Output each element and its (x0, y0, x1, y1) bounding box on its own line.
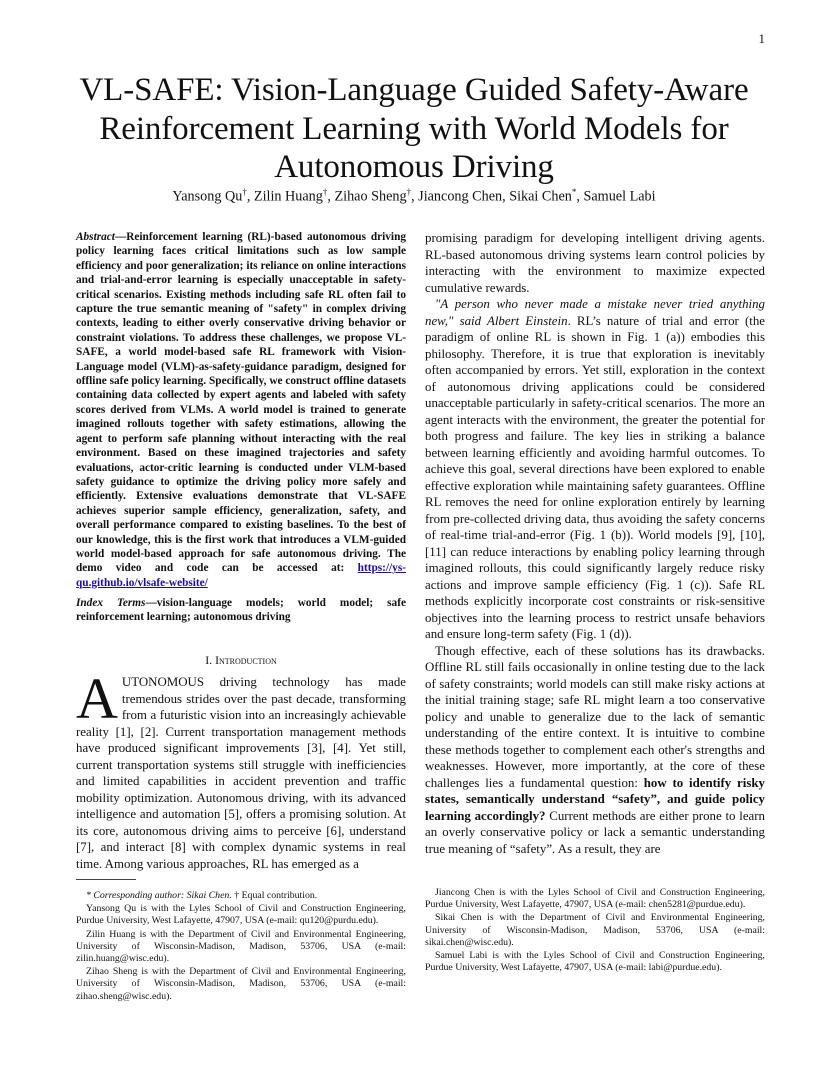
index-terms (76, 596, 406, 625)
abstract (76, 230, 406, 590)
project-link[interactable]: https://ys-qu.github.io/vlsafe-website/ (76, 562, 406, 589)
page-number: 1 (758, 31, 765, 46)
corresponding-author: * Corresponding author: Sikai Chen. (86, 890, 232, 901)
author-list: Yansong Qu†, Zilin Huang†, Zihao Sheng†, Jiancong Chen, Sikai Chen*, Samuel Labi (172, 187, 656, 205)
author-mark: † (322, 187, 328, 197)
paragraph-text: Though effective, each of these solutions has its drawbacks. Offline RL still fails occasionally in online testing due to the lack of safety constraints; world models can still make risky actions at the initial training stage; safe RL might learn a too conservative policy and unable to generalize due to the lack of semantic understanding of the entire context. It is intuitive to combine these methods together to complement each other's strengths and weaknesses. However, more importantly, at the core of these challenges lies a fundamental question: (425, 643, 765, 790)
footnote: Zihao Sheng is with the Department of Civil and Environmental Engineering, University of Wisconsin-Madison, Madison, 53706, USA (e-mail: zihao.sheng@wisc.edu). (76, 966, 406, 1002)
introduction-text (76, 666, 406, 872)
footnotes-right (425, 887, 765, 975)
paper-title: VL-SAFE: Vision-Language Guided Safety-Aware Reinforcement Learning with World Models for Autonomous Driving (79, 72, 749, 185)
footnote: Samuel Labi is with the Lyles School of Civil and Construction Engineering, Purdue University, West Lafayette, 47907, USA (e-mail: labi@purdue.edu). (425, 950, 765, 974)
section-numeral: I. (205, 653, 213, 667)
section-name: Introduction (215, 653, 277, 667)
author-name: Jiancong Chen (418, 188, 503, 205)
author-name: Sikai Chen (509, 188, 572, 205)
author-name: Zilin Huang (253, 188, 323, 205)
key-question: how to identify risky states, semantically understand “safety”, and guide policy learning accordingly? (425, 775, 765, 823)
paragraph: promising paradigm for developing intelligent driving agents. RL-based autonomous driving systems learn control policies by interacting with the environment to maximize expected cumulative rewards. (425, 231, 765, 295)
paragraph (425, 296, 765, 643)
index-terms-text: —vision-language models; world model; safe reinforcement learning; autonomous driving (76, 597, 406, 624)
section-heading (76, 653, 406, 668)
index-terms-lead: Index Terms (76, 597, 146, 609)
author-name: Yansong Qu (172, 188, 243, 205)
paragraph-text: . RL’s nature of trial and error (the paradigm of online RL is shown in Fig. 1 (a)) embodies this philosophy. Therefore, it is true that exploration is inevitably often accompanied by errors. Yet still, exploration in the context of autonomous driving applications could be considered unacceptable particularly in safety-critical scenarios. The more an agent interacts with the environment, the greater the potential for both progress and failure. The key lies in striking a balance between learning efficiently and avoiding harmful outcomes. To achieve this goal, several directions have been explored to enable effective exploration while maintaining safety guarantees. Offline RL removes the need for online exploration entirely by learning from pre-collected driving data, thus avoiding the safety concerns of real-time trial-and-error (Fig. 1 (b)). World models [9], [10], [11] can reduce interactions by enabling policy learning through imagined rollouts, this could significantly largely reduce risky actions and improve sample efficiency (Fig. 1 (c)). Safe RL methods explicitly incorporate cost constraints or risk-sensitive objectives into the learning process to restrict unsafe behaviors and ensure long-term safety (Fig. 1 (d)). (425, 313, 765, 641)
footnote: Jiancong Chen is with the Lyles School of Civil and Construction Engineering, Purdue University, West Lafayette, 47907, USA (e-mail: chen5281@purdue.edu). (425, 887, 765, 911)
author-name: Samuel Labi (583, 188, 656, 205)
abstract-lead: Abstract (76, 231, 115, 243)
paragraph (425, 643, 765, 858)
footnote (76, 890, 406, 902)
footnote: Yansong Qu is with the Lyles School of Civil and Construction Engineering, Purdue University, West Lafayette, 47907, USA (e-mail: qu120@purdu.edu). (76, 903, 406, 927)
footnote-divider (76, 879, 136, 880)
paragraph-text: Current methods are either prone to learn an overly conservative policy or lack a semantic understanding true meaning of “safety”. As a result, they are (425, 808, 765, 856)
intro-body: UTONOMOUS driving technology has made tremendous strides over the past decade, transforming from a futuristic vision into an increasingly achievable reality [1], [2]. Current transportation management methods have produced significant improvements [3], [4]. Yet still, current transportation systems still struggle with inefficiencies and limited capabilities in accident prevention and traffic mobility optimization. Autonomous driving, with its advanced intelligence and automation [5], offers a promising solution. At its core, autonomous driving aims to perceive [6], understand [7], and interact [8] with complex dynamic systems in real time. Among various approaches, RL has emerged as a (76, 675, 406, 871)
author-mark: † (242, 187, 247, 197)
footnotes-left (76, 890, 406, 1004)
equal-contribution: † Equal contribution. (231, 890, 318, 901)
right-column-text (425, 230, 765, 857)
footnote: Zilin Huang is with the Department of Civil and Environmental Engineering, University of Wisconsin-Madison, Madison, 53706, USA (e-mail: zilin.huang@wisc.edu). (76, 928, 406, 965)
author-mark: * (571, 187, 577, 197)
abstract-text: —Reinforcement learning (RL)-based autonomous driving policy learning faces critical limitations such as low sample efficiency and poor generalization; its reliance on online interactions and trial-and-error learning is especially unacceptable in safety-critical scenarios. Existing methods including safe RL often fail to capture the true semantic meaning of "safety" in complex driving contexts, leading to either overly conservative driving behavior or constraint violations. To address these challenges, we propose VL-SAFE, a world model-based safe RL framework with Vision-Language model (VLM)-as-safety-guidance paradigm, designed for offline safe policy learning. Specifically, we construct offline datasets containing data collected by expert agents and labeled with safety scores derived from VLMs. A world model is trained to generate imagined rollouts together with safety estimations, allowing the agent to perform safe planning without interacting with the real environment. Based on these imagined trajectories and safety evaluations, actor-critic learning is conducted under VLM-based safety guidance to optimize the driving policy more safely and efficiently. Extensive evaluations demonstrate that VL-SAFE achieves superior sample efficiency, generalization, safety, and overall performance compared to existing baselines. To the best of our knowledge, this is the first work that introduces a VLM-guided world model-based approach for safe autonomous driving. The demo video and code can be accessed at: (76, 231, 406, 575)
einstein-quote: "A person who never made a mistake never tried anything new," said Albert Einstein (425, 297, 765, 328)
footnote: Sikai Chen is with the Department of Civil and Environmental Engineering, University of Wisconsin-Madison, Madison, 53706, USA (e-mail: sikai.chen@wisc.edu). (425, 912, 765, 948)
author-name: Zihao Sheng (334, 188, 407, 205)
drop-cap: A (76, 666, 118, 731)
author-mark: † (406, 187, 412, 197)
